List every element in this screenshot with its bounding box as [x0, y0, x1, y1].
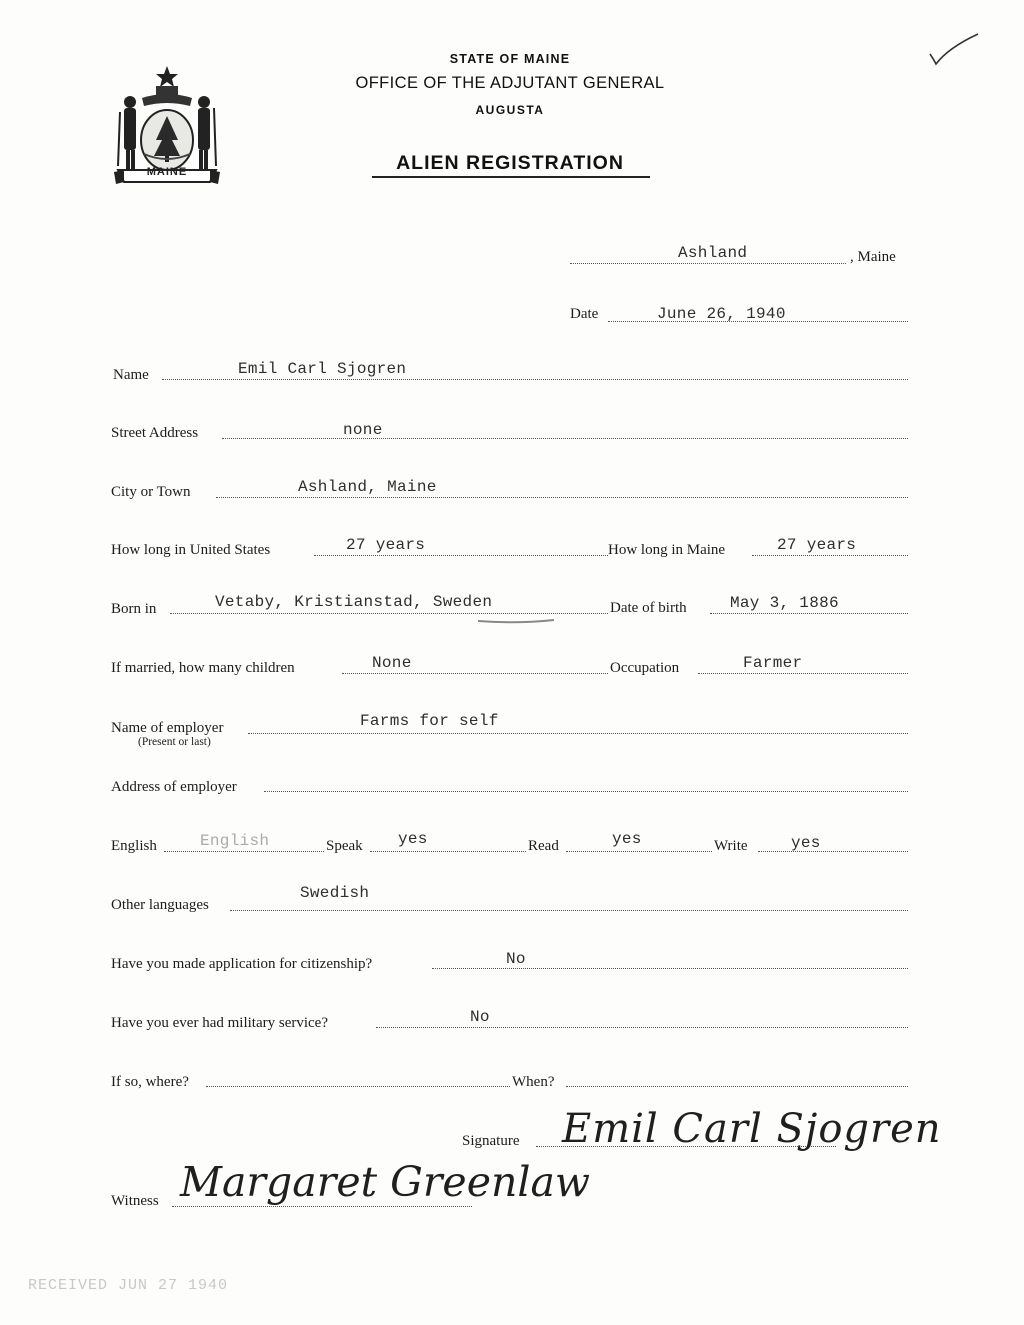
- street-dots: [222, 438, 908, 439]
- street-label: Street Address: [111, 425, 199, 441]
- seal-banner-text: MAINE: [146, 166, 188, 178]
- date-label: Date: [570, 306, 599, 322]
- street-value: none: [343, 421, 383, 439]
- children-dots: [342, 673, 608, 674]
- occupation-dots: [698, 673, 908, 674]
- city-dots: [216, 497, 908, 498]
- children-label: If married, how many children: [111, 660, 295, 676]
- state-heading: STATE OF MAINE: [449, 52, 571, 66]
- speak-label: Speak: [326, 838, 363, 854]
- dob-dots: [710, 613, 908, 614]
- witness-value: Margaret Greenlaw: [180, 1158, 591, 1206]
- citizenship-label: Have you made application for citizenship?: [111, 956, 373, 972]
- military-label: Have you ever had military service?: [111, 1015, 328, 1031]
- write-value: yes: [791, 834, 821, 852]
- employer-sublabel: (Present or last): [138, 736, 211, 748]
- name-dots: [162, 379, 908, 380]
- employer-dots: [248, 733, 908, 734]
- citizenship-dots: [432, 968, 908, 969]
- children-value: None: [372, 654, 412, 672]
- form-title: ALIEN REGISTRATION: [396, 152, 624, 174]
- underline-mark: [476, 618, 556, 624]
- english-dots: [164, 851, 324, 852]
- speak-dots: [370, 851, 526, 852]
- english-label: English: [111, 838, 157, 854]
- english-value: English: [200, 832, 270, 850]
- us-duration-value: 27 years: [346, 536, 426, 554]
- city-value: Ashland, Maine: [298, 478, 437, 496]
- place-dots: [570, 263, 846, 264]
- city-label: City or Town: [111, 484, 191, 500]
- place-suffix: , Maine: [850, 249, 896, 265]
- name-value: Emil Carl Sjogren: [238, 360, 407, 378]
- us-duration-dots: [314, 555, 608, 556]
- citizenship-value: No: [506, 950, 526, 968]
- write-dots: [758, 851, 908, 852]
- office-heading: OFFICE OF THE ADJUTANT GENERAL: [355, 74, 665, 92]
- witness-label: Witness: [111, 1193, 159, 1209]
- other-languages-dots: [230, 910, 908, 911]
- military-value: No: [470, 1008, 490, 1026]
- witness-dots: [172, 1206, 472, 1207]
- dob-label: Date of birth: [610, 600, 687, 616]
- employer-label: Name of employer: [111, 720, 224, 736]
- where-label: If so, where?: [111, 1074, 189, 1090]
- other-languages-label: Other languages: [111, 897, 209, 913]
- when-dots: [566, 1086, 908, 1087]
- write-label: Write: [714, 838, 748, 854]
- title-underline: [372, 176, 650, 178]
- read-dots: [566, 851, 712, 852]
- speak-value: yes: [398, 830, 428, 848]
- born-in-label: Born in: [111, 601, 157, 617]
- military-dots: [376, 1027, 908, 1028]
- place-value: Ashland: [678, 244, 748, 262]
- employer-value: Farms for self: [360, 712, 499, 730]
- born-in-dots: [170, 613, 608, 614]
- employer-address-dots: [264, 791, 908, 792]
- maine-duration-dots: [752, 555, 908, 556]
- employer-address-label: Address of employer: [111, 779, 237, 795]
- date-value: June 26, 1940: [657, 305, 786, 323]
- dob-value: May 3, 1886: [730, 594, 839, 612]
- occupation-value: Farmer: [743, 654, 803, 672]
- read-value: yes: [612, 830, 642, 848]
- read-label: Read: [528, 838, 559, 854]
- maine-duration-label: How long in Maine: [608, 542, 726, 558]
- us-duration-label: How long in United States: [111, 542, 271, 558]
- received-stamp: RECEIVED JUN 27 1940: [28, 1277, 229, 1294]
- other-languages-value: Swedish: [300, 884, 370, 902]
- born-in-value: Vetaby, Kristianstad, Sweden: [215, 593, 493, 611]
- maine-duration-value: 27 years: [777, 536, 857, 554]
- signature-label: Signature: [462, 1133, 520, 1149]
- occupation-label: Occupation: [610, 660, 680, 676]
- name-label: Name: [113, 367, 149, 383]
- where-dots: [206, 1086, 510, 1087]
- when-label: When?: [512, 1074, 555, 1090]
- city-heading: AUGUSTA: [475, 103, 545, 117]
- signature-value: Emil Carl Sjogren: [562, 1106, 942, 1152]
